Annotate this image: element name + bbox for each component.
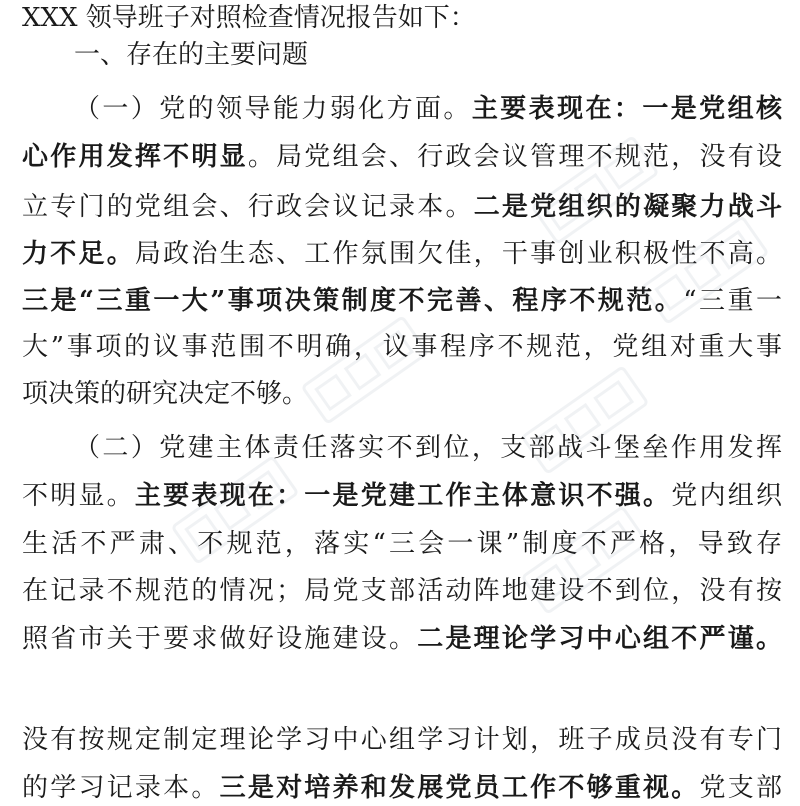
text-segment: XXX 领导班子对照检查情况报告如下： — [22, 3, 476, 33]
text-line — [74, 37, 782, 73]
bold-text-segment: 力不足。 — [22, 239, 135, 269]
text-segment: 党支部 — [699, 773, 782, 803]
text-line — [74, 91, 782, 127]
text-segment: 的学习记录本。 — [22, 773, 220, 803]
text-segment: 没有按规定制定理论学习中心组学习计划，班子成员没有专门 — [22, 725, 782, 755]
watermark-logo — [289, 300, 441, 440]
watermark-logo — [509, 350, 661, 490]
bold-text-segment: 二是理论学习中心组不严谨。 — [417, 624, 782, 654]
text-segment: （二）党建主体责任落实不到位，支部战斗堡垒作用发挥 — [74, 433, 782, 463]
bold-text-segment: 二是党组织的凝聚力战斗 — [473, 192, 782, 222]
text-line — [22, 573, 782, 609]
bold-text-segment: 主要表现在：一是党组核 — [471, 94, 782, 124]
text-line — [22, 526, 782, 562]
text-segment: 不明显。 — [22, 481, 135, 511]
text-line — [22, 621, 782, 657]
bold-text-segment: 主要表现在：一是党建工作主体意识不强。 — [134, 481, 672, 511]
text-segment: “三重一 — [683, 286, 782, 316]
text-line — [22, 139, 782, 175]
text-segment: 生活不严肃、不规范，落实“三会一课”制度不严格，导致存 — [22, 529, 782, 559]
text-segment: 大”事项的议事范围不明确，议事程序不规范，党组对重大事 — [22, 332, 782, 362]
text-line — [22, 0, 782, 36]
text-line — [74, 430, 782, 466]
bold-text-segment: 三是对培养和发展党员工作不够重视。 — [219, 773, 700, 803]
text-segment: 照省市关于要求做好设施建设。 — [22, 624, 418, 654]
bold-text-segment: 心作用发挥不明显 — [22, 142, 248, 172]
text-line — [22, 478, 782, 514]
text-segment: 。局党组会、行政会议管理不规范，没有设 — [247, 142, 782, 172]
text-segment: 在记录不规范的情况；局党支部活动阵地建设不到位，没有按 — [22, 576, 782, 606]
text-segment: 局政治生态、工作氛围欠佳，干事创业积极性不高。 — [134, 239, 782, 269]
text-segment: 立专门的党组会、行政会议记录本。 — [22, 192, 474, 222]
text-segment: 党内组织 — [671, 481, 782, 511]
text-line — [22, 722, 782, 758]
text-line — [22, 770, 782, 806]
text-segment: （一）党的领导能力弱化方面。 — [74, 94, 472, 124]
bold-text-segment: 三是“三重一大”事项决策制度不完善、程序不规范。 — [22, 286, 684, 316]
text-segment: 项决策的研究决定不够。 — [22, 379, 309, 409]
text-segment: 一、存在的主要问题 — [74, 40, 309, 70]
text-line — [22, 189, 782, 225]
